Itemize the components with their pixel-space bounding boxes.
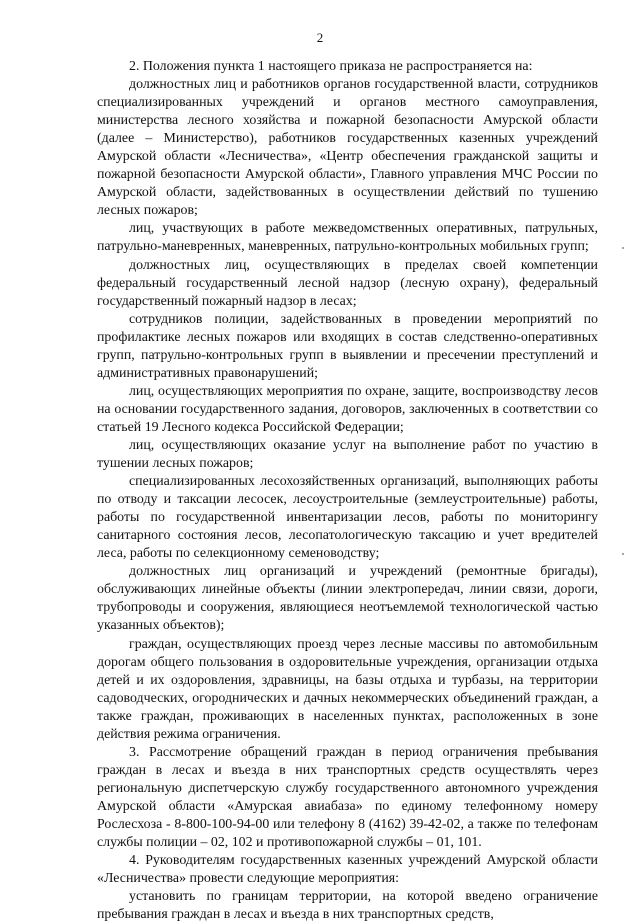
- scan-speck: [622, 553, 624, 555]
- document-body: [97, 58, 598, 924]
- page-number: 2: [316, 30, 324, 45]
- paragraph-4-measures: 4. Руководителям государственных казенных учреждений Амурской области «Лесничества» провести следующие мероприятия:: [97, 853, 598, 887]
- paragraph-boundaries: установить по границам территории, на которой введено ограничение пребывания граждан в лесах и въезда в них транспортных средств,: [97, 889, 598, 923]
- paragraph-2-intro: 2. Положения пункта 1 настоящего приказа не распространяется на:: [129, 59, 533, 74]
- paragraph-police: сотрудников полиции, задействованных в проведении мероприятий по профилактике лесных пожаров или входящих в состав следственно-оперативных групп, патрульно-контрольных групп в выявлении и пресечении преступлений и административных правонарушений;: [97, 311, 598, 381]
- paragraph-forest-protection: лиц, осуществляющих мероприятия по охране, защите, воспроизводству лесов на основании государственного задания, договоров, заключенных в соответствии со статьей 19 Лесного кодекса Российской Федерации;: [97, 383, 598, 435]
- paragraph-patrol-groups: лиц, участвующих в работе межведомственных оперативных, патрульных, патрульно-маневренных, маневренных, патрульно-контрольных мобильных групп;: [97, 221, 598, 255]
- paragraph-firefighting-services: лиц, осуществляющих оказание услуг на выполнение работ по участию в тушении лесных пожаров;: [97, 437, 598, 472]
- paragraph-citizens: граждан, осуществляющих проезд через лесные массивы по автомобильным дорогам общего пользования в оздоровительные учреждения, организации отдыха детей и их оздоровления, здравницы, на базы отдыха и турбазы, на территории садоводческих, огороднических и дачных некоммерческих объединений граждан, а также граждан, проживающих в населенных пунктах, расположенных в зоне действия режима ограничения.: [97, 636, 598, 742]
- scan-speck: [622, 247, 624, 249]
- paragraph-forest-supervision: должностных лиц, осуществляющих в пределах своей компетенции федеральный государственный лесной надзор (лесную охрану), федеральный государственный пожарный надзор в лесах;: [97, 257, 598, 309]
- paragraph-officials: должностных лиц и работников органов государственной власти, сотрудников специализированных учреждений и органов местного самоуправления, министерства лесного хозяйства и пожарной безопасности Амурской области (далее – Министерство), работников государственных казенных учреждений Амурской области «Лесничества», «Центр обеспечения гражданской защиты и пожарной безопасности Амурской области», Главного управления МЧС России по Амурской области, задействованных в осуществлении действий по тушению лесных пожаров;: [97, 77, 598, 219]
- paragraph-3-appeals: 3. Рассмотрение обращений граждан в период ограничения пребывания граждан в лесах и въезда в них транспортных средств осуществлять через региональную диспетчерскую службу государственного автономного учреждения Амурской области «Амурская авиабаза» по единому телефонному номеру Рослесхоза - 8-800-100-94-00 или телефону 8 (4162) 39-42-02, а также по телефонам службы полиции – 02, 102 и противопожарной службы – 01, 101.: [97, 744, 598, 851]
- paragraph-forestry-organizations: специализированных лесохозяйственных организаций, выполняющих работы по отводу и таксации лесосек, лесоустроительные (землеустроительные) работы, работы по государственной инвентаризации лесов, работы по мониторингу санитарного состояния лесов, лесопатологическую таксацию и учет вредителей леса, работы по селекционному семеноводству;: [97, 474, 598, 562]
- paragraph-linear-objects: должностных лиц организаций и учреждений (ремонтные бригады), обслуживающих линейные объекты (линии электропередач, линии связи, дороги, трубопроводы и сооружения, являющиеся неотъемлемой технологической частью указанных объектов);: [97, 564, 598, 634]
